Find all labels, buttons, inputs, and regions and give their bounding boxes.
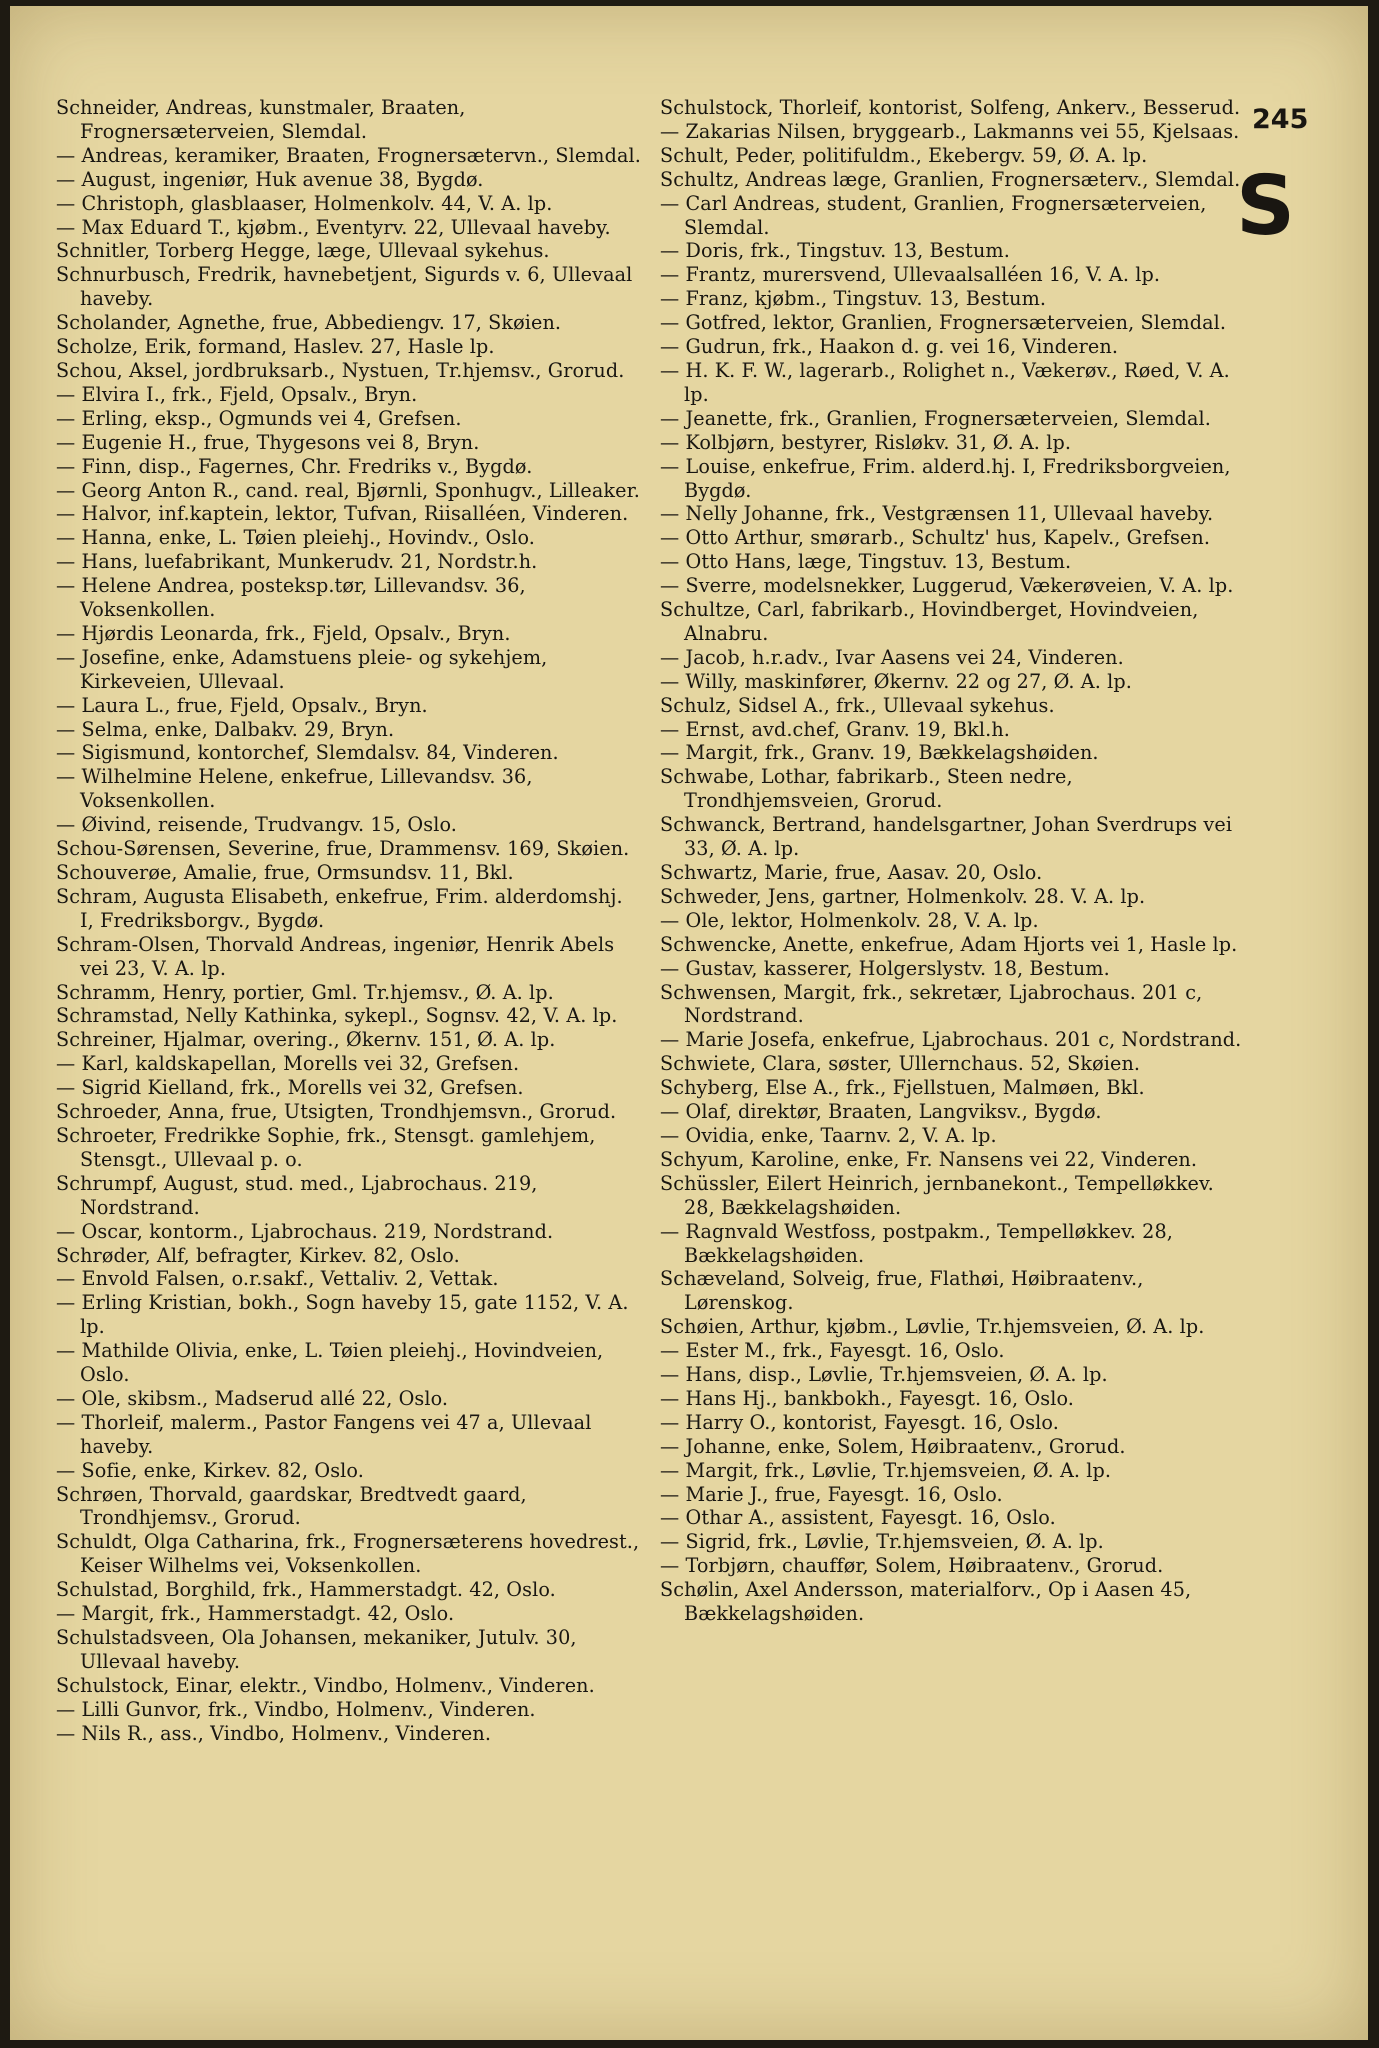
directory-entry: Schulstadsveen, Ola Johansen, mekaniker, Jutulv. 30, Ullevaal haveby. <box>56 1626 577 1673</box>
directory-entry: — Ernst, avd.chef, Granv. 19, Bkl.h. <box>660 717 1011 741</box>
directory-entry: Schou-Sørensen, Severine, frue, Drammensv. 169, Skøien. <box>56 837 630 861</box>
directory-entry: Schüssler, Eilert Heinrich, jernbanekont., Tempelløkkev. 28, Bækkelagshøiden. <box>660 1171 1214 1219</box>
directory-entry: — Franz, kjøbm., Tingstuv. 13, Bestum. <box>660 287 1047 311</box>
directory-entry: — Øivind, reisende, Trudvangv. 15, Oslo. <box>56 813 457 837</box>
directory-entry: Schultze, Carl, fabrikarb., Hovindberget, Hovindveien, Alnabru. <box>660 598 1199 645</box>
directory-entry: Schwensen, Margit, frk., sekretær, Ljabrochaus. 201 c, Nordstrand. <box>660 980 1203 1028</box>
directory-entry: — Johanne, enke, Solem, Høibraatenv., Grorud. <box>660 1434 1126 1458</box>
directory-entry: — Sofie, enke, Kirkev. 82, Oslo. <box>56 1458 364 1482</box>
directory-entry: Schouverøe, Amalie, frue, Ormsundsv. 11, Bkl. <box>56 861 514 884</box>
directory-entry: Schulstad, Borghild, frk., Hammerstadgt. 42, Oslo. <box>56 1578 556 1602</box>
section-letter: S <box>1236 159 1296 254</box>
directory-entry: Schyum, Karoline, enke, Fr. Nansens vei 22, Vinderen. <box>660 1147 1198 1171</box>
directory-entry: — Hans Hj., bankbokh., Fayesgt. 16, Oslo. <box>660 1386 1074 1410</box>
directory-entry: Schwabe, Lothar, fabrikarb., Steen nedre, Trondhjemsveien, Grorud. <box>660 765 1073 813</box>
directory-entry: Schwartz, Marie, frue, Aasav. 20, Oslo. <box>660 861 1043 884</box>
directory-entry: — Max Eduard T., kjøbm., Eventyrv. 22, Ullevaal haveby. <box>56 215 611 239</box>
directory-entry: Schnurbusch, Fredrik, havnebetjent, Sigurds v. 6, Ullevaal haveby. <box>56 263 633 311</box>
directory-entry: Schram-Olsen, Thorvald Andreas, ingeniør, Henrik Abels vei 23, V. A. lp. <box>56 932 615 980</box>
directory-entry: — Erling Kristian, bokh., Sogn haveby 15, gate 1152, V. A. lp. <box>56 1291 629 1339</box>
directory-entry: — Andreas, keramiker, Braaten, Frognersætervn., Slemdal. <box>56 143 641 167</box>
directory-entry: Schultz, Andreas læge, Granlien, Frognersæterv., Slemdal. <box>660 167 1241 191</box>
directory-entry: — Zakarias Nilsen, bryggearb., Lakmanns vei 55, Kjelsaas. <box>660 119 1240 143</box>
directory-entry: — Wilhelmine Helene, enkefrue, Lillevandsv. 36, Voksenkollen. <box>56 765 533 813</box>
directory-entry: Schøien, Arthur, kjøbm., Løvlie, Tr.hjemsveien, Ø. A. lp. <box>660 1315 1205 1339</box>
directory-entry: Schwencke, Anette, enkefrue, Adam Hjorts vei 1, Hasle lp. <box>660 932 1238 956</box>
directory-entry: — Josefine, enke, Adamstuens pleie- og sykehjem, Kirkeveien, Ullevaal. <box>56 645 548 693</box>
directory-entry: — Oscar, kontorm., Ljabrochaus. 219, Nordstrand. <box>56 1219 554 1243</box>
directory-entry: — Margit, frk., Granv. 19, Bækkelagshøiden. <box>660 741 1099 765</box>
directory-entry: — Hans, luefabrikant, Munkerudv. 21, Nordstr.h. <box>56 550 538 574</box>
directory-entry: — Eugenie H., frue, Thygesons vei 8, Bryn. <box>56 430 480 454</box>
directory-entry: — Ovidia, enke, Taarnv. 2, V. A. lp. <box>660 1123 997 1147</box>
directory-page <box>10 6 1368 2040</box>
directory-entry: Schwanck, Bertrand, handelsgartner, Johan Sverdrups vei 33, Ø. A. lp. <box>660 813 1233 861</box>
left-column <box>56 96 642 1746</box>
directory-entry: — Gustav, kasserer, Holgerslystv. 18, Bestum. <box>660 956 1110 980</box>
directory-entry: — Carl Andreas, student, Granlien, Frognersæterveien, Slemdal. <box>660 191 1207 239</box>
directory-entry: Schult, Peder, politifuldm., Ekebergv. 59, Ø. A. lp. <box>660 143 1148 167</box>
directory-entry: Schroeder, Anna, frue, Utsigten, Trondhjemsvn., Grorud. <box>56 1100 617 1124</box>
directory-entry: — Harry O., kontorist, Fayesgt. 16, Oslo. <box>660 1410 1059 1434</box>
directory-entry: — Hanna, enke, L. Tøien pleiehj., Hovindv., Oslo. <box>56 526 536 550</box>
directory-entry: — Envold Falsen, o.r.sakf., Vettaliv. 2, Vettak. <box>56 1267 499 1291</box>
directory-entry: — Kolbjørn, bestyrer, Risløkv. 31, Ø. A. lp. <box>660 430 1072 454</box>
directory-entry: Schram, Augusta Elisabeth, enkefrue, Frim. alderdomshj. I, Fredriksborgv., Bygdø. <box>56 884 623 932</box>
directory-entry: Schweder, Jens, gartner, Holmenkolv. 28. V. A. lp. <box>660 884 1146 908</box>
directory-entry: — Selma, enke, Dalbakv. 29, Bryn. <box>56 717 395 741</box>
directory-entry: Schou, Aksel, jordbruksarb., Nystuen, Tr.hjemsv., Grorud. <box>56 358 625 382</box>
directory-entry: Schulz, Sidsel A., frk., Ullevaal sykehus. <box>660 693 1055 717</box>
directory-entry: — Olaf, direktør, Braaten, Langviksv., Bygdø. <box>660 1100 1102 1124</box>
directory-entry: — Erling, eksp., Ogmunds vei 4, Grefsen. <box>56 406 462 430</box>
directory-entry: — Margit, frk., Løvlie, Tr.hjemsveien, Ø. A. lp. <box>660 1458 1112 1482</box>
directory-entry: — Laura L., frue, Fjeld, Opsalv., Bryn. <box>56 693 428 717</box>
directory-entry: Schølin, Axel Andersson, materialforv., Op i Aasen 45, Bækkelagshøiden. <box>660 1578 1192 1626</box>
directory-entry: — Othar A., assistent, Fayesgt. 16, Oslo. <box>660 1506 1056 1530</box>
directory-entry: — Thorleif, malerm., Pastor Fangens vei 47 a, Ullevaal haveby. <box>56 1410 592 1458</box>
directory-entry: — Halvor, inf.kaptein, lektor, Tufvan, Riisalléen, Vinderen. <box>56 502 629 526</box>
directory-entry: Schreiner, Hjalmar, overing., Økernv. 151, Ø. A. lp. <box>56 1028 556 1052</box>
directory-entry: Schroeter, Fredrikke Sophie, frk., Stensgt. gamlehjem, Stensgt., Ullevaal p. o. <box>56 1123 596 1171</box>
directory-entry: — H. K. F. W., lagerarb., Rolighet n., Vækerøv., Røed, V. A. lp. <box>660 358 1230 406</box>
directory-entry: — Hans, disp., Løvlie, Tr.hjemsveien, Ø. A. lp. <box>660 1363 1108 1387</box>
directory-entry: — Mathilde Olivia, enke, L. Tøien pleiehj., Hovindveien, Oslo. <box>56 1339 604 1387</box>
directory-entry: — Sigrid Kielland, frk., Morells vei 32, Grefsen. <box>56 1076 524 1100</box>
directory-entry: — Louise, enkefrue, Frim. alderd.hj. I, Fredriksborgveien, Bygdø. <box>660 454 1231 502</box>
directory-entry: Schuldt, Olga Catharina, frk., Frognersæterens hovedrest., Keiser Wilhelms vei, Voksenkollen. <box>56 1530 640 1578</box>
directory-entry: — Frantz, murersvend, Ullevaalsalléen 16, V. A. lp. <box>660 263 1161 287</box>
directory-entry: — Finn, disp., Fagernes, Chr. Fredriks v., Bygdø. <box>56 454 533 478</box>
directory-entry: — Georg Anton R., cand. real, Bjørnli, Sponhugv., Lilleaker. <box>56 478 640 502</box>
directory-entry: — Ester M., frk., Fayesgt. 16, Oslo. <box>660 1339 1005 1363</box>
right-column <box>660 96 1242 1626</box>
directory-entry: Schwiete, Clara, søster, Ullernchaus. 52, Skøien. <box>660 1052 1141 1076</box>
directory-entry: Scholze, Erik, formand, Haslev. 27, Hasle lp. <box>56 335 495 359</box>
directory-entry: Schrøder, Alf, befragter, Kirkev. 82, Oslo. <box>56 1243 460 1267</box>
directory-entry: — Gudrun, frk., Haakon d. g. vei 16, Vinderen. <box>660 335 1119 359</box>
directory-entry: — Nelly Johanne, frk., Vestgrænsen 11, Ullevaal haveby. <box>660 502 1214 526</box>
directory-entry: — Helene Andrea, posteksp.tør, Lillevandsv. 36, Voksenkollen. <box>56 574 526 622</box>
directory-entry: Schnitler, Torberg Hegge, læge, Ullevaal sykehus. <box>56 239 550 263</box>
directory-entry: — Otto Hans, læge, Tingstuv. 13, Bestum. <box>660 550 1072 574</box>
directory-entry: Schneider, Andreas, kunstmaler, Braaten, Frognersæterveien, Slemdal. <box>56 96 466 143</box>
directory-entry: — Gotfred, lektor, Granlien, Frognersæterveien, Slemdal. <box>660 311 1227 335</box>
directory-entry: — Jacob, h.r.adv., Ivar Aasens vei 24, Vinderen. <box>660 645 1124 669</box>
directory-entry: Schæveland, Solveig, frue, Flathøi, Høibraatenv., Lørenskog. <box>660 1267 1144 1315</box>
directory-entry: Schrumpf, August, stud. med., Ljabrochaus. 219, Nordstrand. <box>56 1171 538 1219</box>
directory-entry: Schyberg, Else A., frk., Fjellstuen, Malmøen, Bkl. <box>660 1076 1145 1100</box>
directory-entry: — Doris, frk., Tingstuv. 13, Bestum. <box>660 239 1010 263</box>
directory-entry: Schulstock, Thorleif, kontorist, Solfeng, Ankerv., Besserud. <box>660 96 1241 119</box>
directory-entry: — Jeanette, frk., Granlien, Frognersæterveien, Slemdal. <box>660 406 1211 430</box>
directory-entry: Schrøen, Thorvald, gaardskar, Bredtvedt gaard, Trondhjemsv., Grorud. <box>56 1482 527 1530</box>
directory-entry: — Christoph, glasblaaser, Holmenkolv. 44, V. A. lp. <box>56 191 553 215</box>
directory-entry: Scholander, Agnethe, frue, Abbediengv. 17, Skøien. <box>56 311 562 335</box>
directory-entry: — Lilli Gunvor, frk., Vindbo, Holmenv., Vinderen. <box>56 1697 536 1721</box>
directory-entry: — Torbjørn, chauffør, Solem, Høibraatenv., Grorud. <box>660 1554 1164 1578</box>
directory-entry: Schramstad, Nelly Kathinka, sykepl., Sognsv. 42, V. A. lp. <box>56 1004 618 1028</box>
directory-entry: — August, ingeniør, Huk avenue 38, Bygdø. <box>56 167 484 191</box>
directory-entry: — Marie J., frue, Fayesgt. 16, Oslo. <box>660 1482 1003 1506</box>
directory-entry: — Nils R., ass., Vindbo, Holmenv., Vinderen. <box>56 1721 492 1745</box>
directory-entry: — Hjørdis Leonarda, frk., Fjeld, Opsalv., Bryn. <box>56 621 511 645</box>
directory-entry: — Sverre, modelsnekker, Luggerud, Vækerøveien, V. A. lp. <box>660 574 1234 598</box>
directory-entry: — Sigismund, kontorchef, Slemdalsv. 84, Vinderen. <box>56 741 559 765</box>
directory-entry: — Karl, kaldskapellan, Morells vei 32, Grefsen. <box>56 1052 520 1076</box>
directory-entry: — Ole, skibsm., Madserud allé 22, Oslo. <box>56 1386 449 1410</box>
page-number: 245 <box>1252 104 1309 135</box>
directory-entry: Schulstock, Einar, elektr., Vindbo, Holmenv., Vinderen. <box>56 1673 595 1697</box>
directory-entry: — Margit, frk., Hammerstadgt. 42, Oslo. <box>56 1602 455 1626</box>
directory-entry: — Marie Josefa, enkefrue, Ljabrochaus. 201 c, Nordstrand. <box>660 1028 1242 1052</box>
directory-entry: — Willy, maskinfører, Økernv. 22 og 27, Ø. A. lp. <box>660 669 1132 693</box>
directory-entry: — Ole, lektor, Holmenkolv. 28, V. A. lp. <box>660 908 1039 932</box>
directory-entry: — Elvira I., frk., Fjeld, Opsalv., Bryn. <box>56 382 418 406</box>
directory-entry: Schramm, Henry, portier, Gml. Tr.hjemsv., Ø. A. lp. <box>56 980 554 1004</box>
directory-entry: — Sigrid, frk., Løvlie, Tr.hjemsveien, Ø. A. lp. <box>660 1530 1104 1554</box>
directory-entry: — Otto Arthur, smørarb., Schultz' hus, Kapelv., Grefsen. <box>660 526 1211 550</box>
directory-entry: — Ragnvald Westfoss, postpakm., Tempelløkkev. 28, Bækkelagshøiden. <box>660 1219 1173 1267</box>
